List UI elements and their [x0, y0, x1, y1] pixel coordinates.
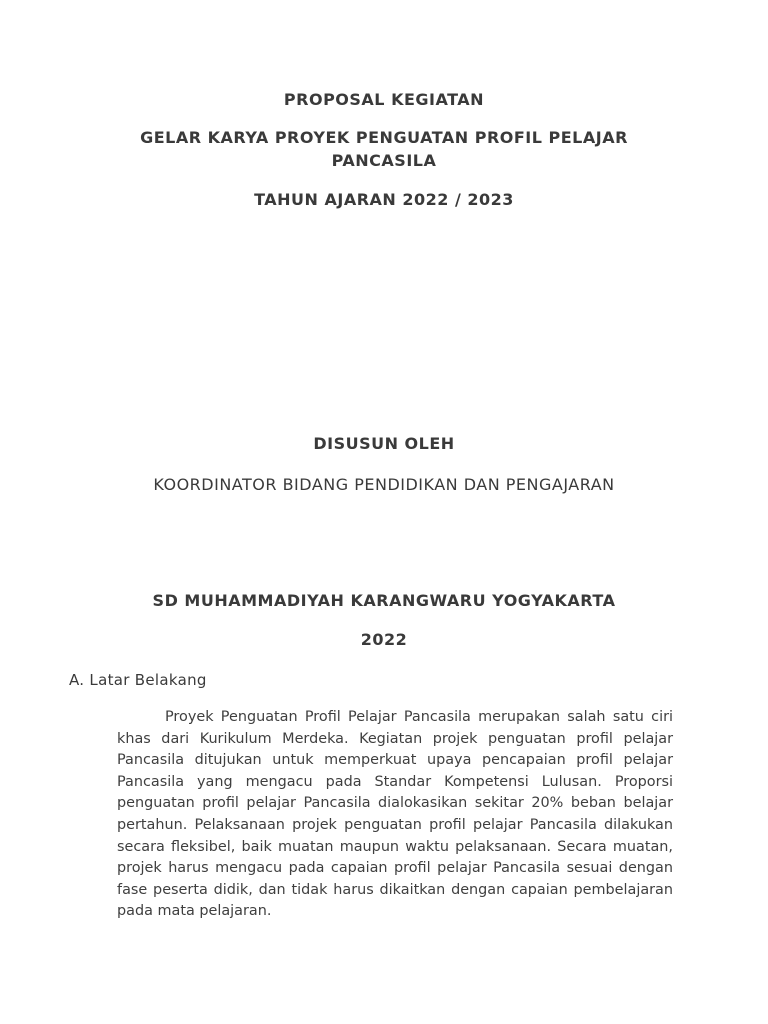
section-heading: A. Latar Belakang [69, 671, 207, 689]
document-subtitle-line1: GELAR KARYA PROYEK PENGUATAN PROFIL PELAJAR [140, 128, 628, 147]
document-subtitle-line2: PANCASILA [331, 151, 437, 170]
prepared-by-label: DISUSUN OLEH [313, 434, 455, 453]
body-paragraph: Proyek Penguatan Profil Pelajar Pancasila merupakan salah satu ciri khas dari Kurikulum Merdeka. Kegiatan projek penguatan profil pelajar Pancasila ditujukan untuk memperkuat upaya pencapaian profil pelajar Pancasila yang mengacu pada Standar Kompetensi Lulusan. Proporsi penguatan profil pelajar Pancasila dialokasikan sekitar 20% beban belajar pertahun. Pelaksanaan projek penguatan profil pelajar Pancasila dilakukan secara fleksibel, baik muatan maupun waktu pelaksanaan. Secara muatan, projek harus mengacu pada capaian profil pelajar Pancasila sesuai dengan fase peserta didik, dan tidak harus dikaitkan dengan capaian pembelajaran pada mata pelajaran. [117, 709, 673, 920]
school-name: SD MUHAMMADIYAH KARANGWARU YOGYAKARTA [152, 591, 616, 610]
document-title: PROPOSAL KEGIATAN [283, 90, 485, 109]
academic-year: TAHUN AJARAN 2022 / 2023 [254, 190, 514, 209]
coordinator-name: KOORDINATOR BIDANG PENDIDIKAN DAN PENGAJARAN [153, 475, 615, 494]
school-year: 2022 [360, 630, 408, 649]
